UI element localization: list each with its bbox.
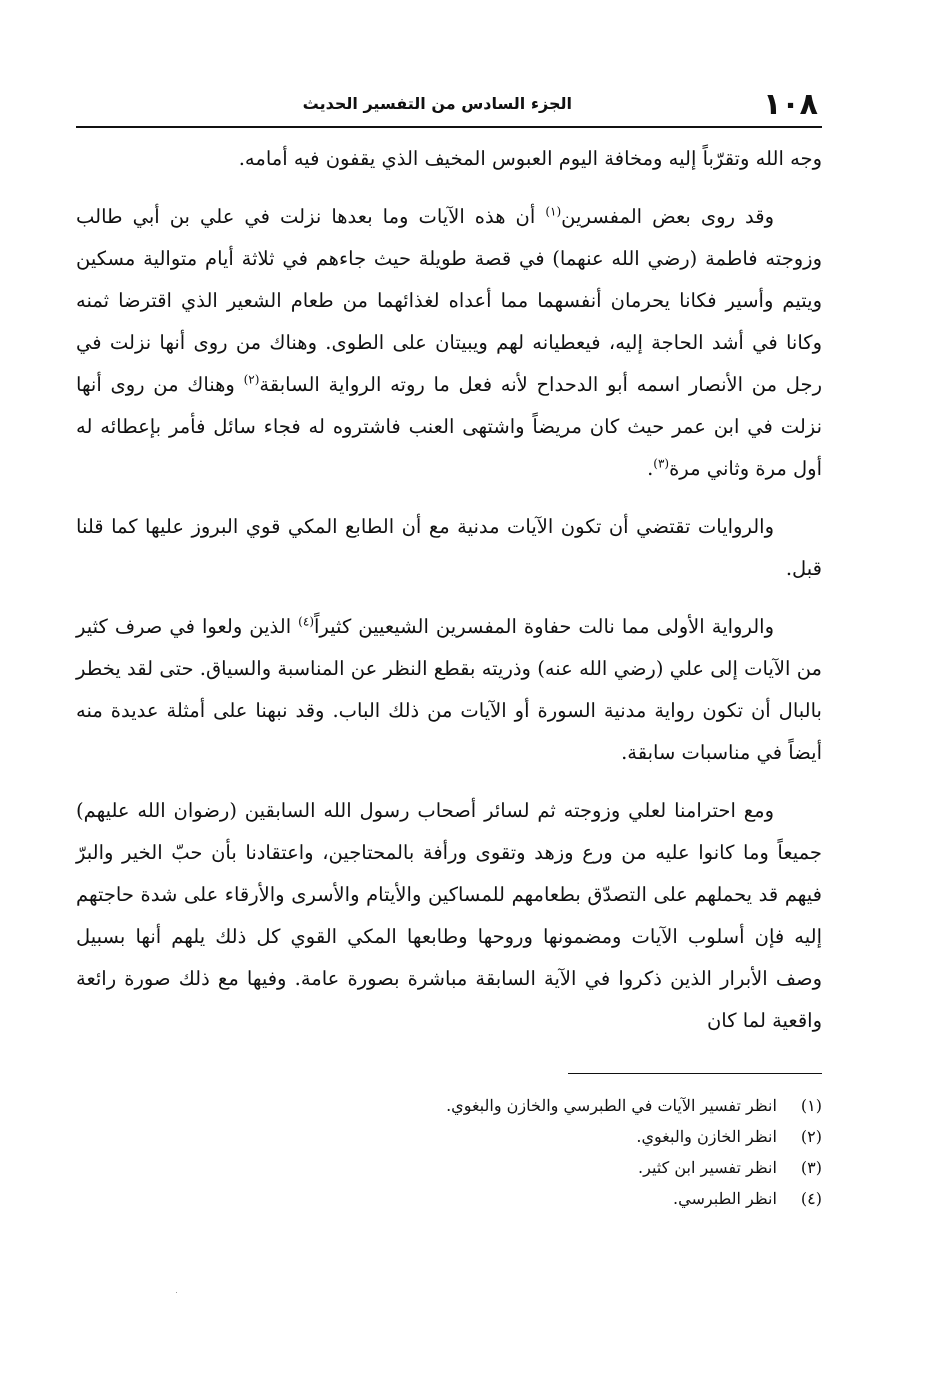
footnotes: [300, 1090, 822, 1214]
footnote-ref-4[interactable]: (٤): [298, 614, 314, 629]
footnote-item: [300, 1152, 822, 1183]
running-title: الجزء السادس من التفسير الحديث: [302, 94, 572, 113]
footnote-item: [300, 1183, 822, 1214]
paragraph-4: [76, 606, 822, 774]
footnote-ref-1[interactable]: (١): [545, 204, 562, 219]
header-rule: [76, 126, 822, 128]
footnote-text: انظر تفسير ابن كثير.: [638, 1158, 777, 1177]
footnote-number: (١): [800, 1096, 822, 1115]
footnote-text: انظر تفسير الآيات في الطبرسي والخازن والبغوي.: [446, 1096, 777, 1115]
page-number: ١٠٨: [763, 87, 818, 122]
page-header: [76, 86, 822, 126]
body-text: [76, 138, 822, 1058]
paragraph-4-part-b: الذين ولعوا في صرف كثير من الآيات إلى علي (رضي الله عنه) وذريته بقطع النظر عن المناسبة والسياق. حتى لقد يخطر بالبال أن تكون رواية مدنية السورة أو الآيات من ذلك الباب. وقد نبهنا على أمثلة عديدة منه أيضاً في مناسبات سابقة.: [76, 615, 822, 764]
footnote-ref-2[interactable]: (٢): [243, 372, 260, 387]
paragraph-4-part-a: والرواية الأولى مما نالت حفاوة المفسرين الشيعيين كثيراً: [314, 615, 774, 638]
paragraph-2-part-d: .: [647, 457, 654, 480]
footnote-ref-3[interactable]: (٣): [653, 456, 670, 471]
footnote-rule: [568, 1073, 822, 1074]
paragraph-1: وجه الله وتقرّباً إليه ومخافة اليوم العبوس المخيف الذي يقفون فيه أمامه.: [238, 147, 822, 170]
paragraph-3: والروايات تقتضي أن تكون الآيات مدنية مع أن الطابع المكي قوي البروز عليها كما قلنا قبل.: [76, 515, 822, 580]
footnote-item: [300, 1121, 822, 1152]
footnote-text: انظر الطبرسي.: [673, 1189, 777, 1208]
footnote-text: انظر الخازن والبغوي.: [636, 1127, 777, 1146]
footnote-number: (٢): [800, 1127, 822, 1146]
footnote-item: [300, 1090, 822, 1121]
paragraph-2: [76, 196, 822, 490]
scan-speck: [176, 1292, 177, 1293]
paragraph-2-part-b: أن هذه الآيات وما بعدها نزلت في علي بن أبي طالب وزوجته فاطمة (رضي الله عنهما) في قصة طويلة حيث جاءهم في ثلاثة أيام متوالية مسكين ويتيم وأسير فكانا يحرمان أنفسهما مما أعداه لغذائهما من طعام الشعير الذي اقترضا ثمنه وكانا في أشد الحاجة إليه، فيعطيانه لهم ويبيتان على الطوى. وهناك من روى أنها نزلت في رجل من الأنصار اسمه أبو الدحداح لأنه فعل ما روته الرواية السابقة: [76, 205, 822, 396]
paragraph-2-part-c: وهناك من روى أنها نزلت في ابن عمر حيث كان مريضاً واشتهى العنب فاشتروه له فجاء سائل فأمر بإعطائه له أول مرة وثاني مرة: [76, 373, 822, 480]
footnote-number: (٣): [800, 1158, 822, 1177]
paragraph-2-part-a: وقد روى بعض المفسرين: [561, 205, 774, 228]
footnote-number: (٤): [800, 1189, 822, 1208]
paragraph-5: ومع احترامنا لعلي وزوجته ثم لسائر أصحاب رسول الله السابقين (رضوان الله عليهم) جميعاً وما كانوا عليه من ورع وزهد وتقوى ورأفة بالمحتاجين، واعتقادنا بأن حبّ الخير والبرّ فيهم قد يحملهم على التصدّق بطعامهم للمساكين والأيتام والأسرى والأرقاء على شدة حاجتهم إليه فإن أسلوب الآيات ومضمونها وروحها وطابعها المكي القوي كل ذلك يلهم أنها بسبيل وصف الأبرار الذين ذكروا في الآية السابقة مباشرة بصورة عامة. وفيها مع ذلك صورة رائعة واقعية لما كان: [76, 799, 822, 1032]
